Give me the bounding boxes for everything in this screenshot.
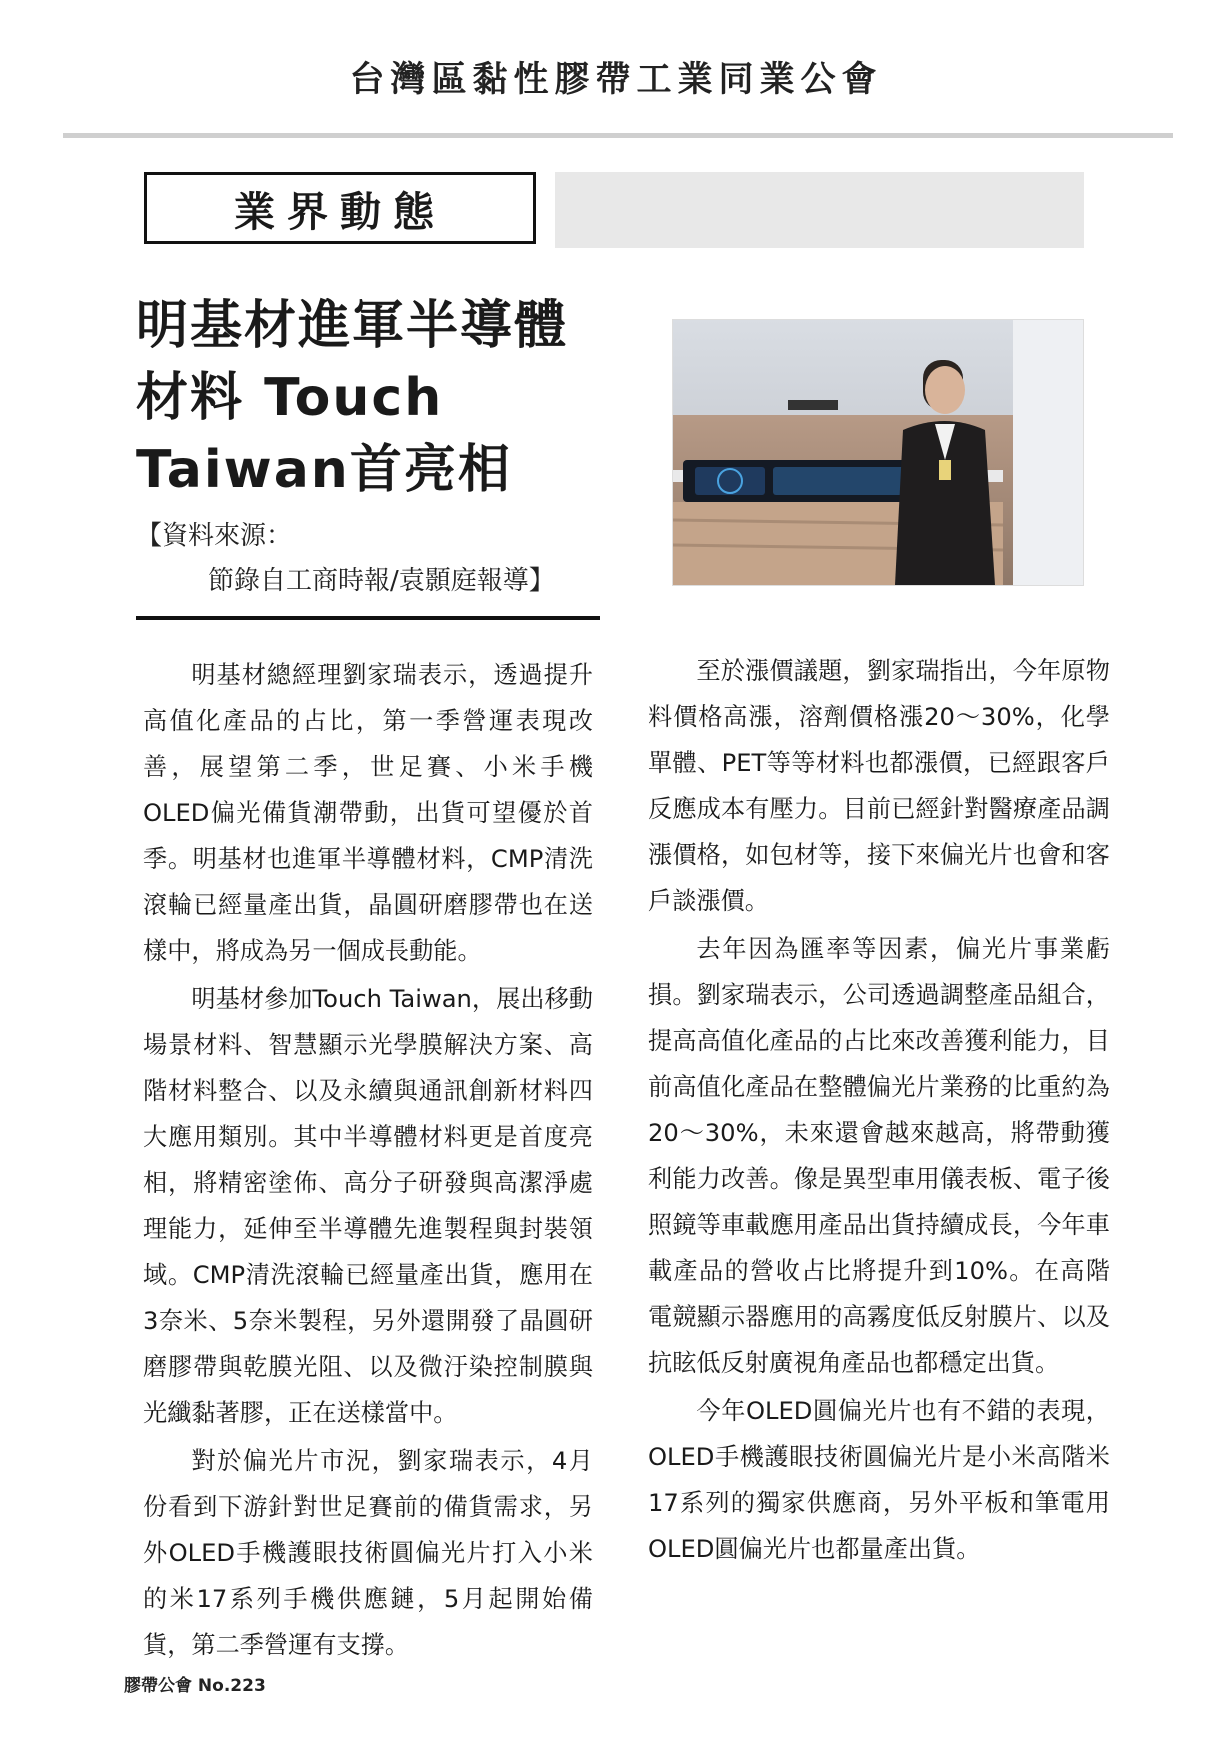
headline-line: 明基材進軍半導體 <box>136 296 569 356</box>
header-divider <box>63 133 1173 138</box>
article-paragraph: 今年OLED圓偏光片也有不錯的表現，OLED手機護眼技術圓偏光片是小米高階米17系列的獨家供應商，另外平板和筆電用OLED圓偏光片也都量產出貨。 <box>648 1397 1110 1563</box>
article-paragraph: 明基材總經理劉家瑞表示，透過提升高值化產品的占比，第一季營運表現改善，展望第二季，世足賽、小米手機OLED偏光備貨潮帶動，出貨可望優於首季。明基材也進軍半導體材料，CMP清洗滾輪已經量產出貨，晶圓研磨膠帶也在送樣中，將成為另一個成長動能。 <box>143 661 593 965</box>
article-column-right <box>648 648 1110 1574</box>
association-title: 台灣區黏性膠帶工業同業公會 <box>349 60 883 100</box>
source-divider <box>136 616 600 620</box>
article-paragraph: 至於漲價議題，劉家瑞指出，今年原物料價格高漲，溶劑價格漲20～30%，化學單體、PET等等材料也都漲價，已經跟客戶反應成本有壓力。目前已經針對醫療產品調漲價格，如包材等，接下來偏光片也會和客戶談漲價。 <box>648 657 1110 915</box>
article-headline <box>136 290 606 506</box>
section-banner-band <box>555 172 1084 248</box>
article-column-left <box>143 652 593 1670</box>
headline-line: Taiwan首亮相 <box>136 440 512 500</box>
article-paragraph: 對於偏光片市況，劉家瑞表示，4月份看到下游針對世足賽前的備貨需求，另外OLED手機護眼技術圓偏光片打入小米的米17系列手機供應鏈，5月起開始備貨，第二季營運有支撐。 <box>143 1447 593 1659</box>
page-footer: 膠帶公會 No.223 <box>124 1676 266 1696</box>
source-credit-line1: 【資料來源： <box>136 521 293 551</box>
article-paragraph: 明基材參加Touch Taiwan，展出移動場景材料、智慧顯示光學膜解決方案、高階材料整合、以及永續與通訊創新材料四大應用類別。其中半導體材料更是首度亮相，將精密塗佈、高分子研發與高潔淨處理能力，延伸至半導體先進製程與封裝領域。CMP清洗滾輪已經量產出貨，應用在3奈米、5奈米製程，另外還開發了晶圓研磨膠帶與乾膜光阻、以及微汙染控制膜與光纖黏著膠，正在送樣當中。 <box>143 985 593 1427</box>
source-credit-line2: 節錄自工商時報/袁顥庭報導】 <box>208 566 555 596</box>
article-paragraph: 去年因為匯率等因素，偏光片事業虧損。劉家瑞表示，公司透過調整產品組合，提高高值化產品的占比來改善獲利能力，目前高值化產品在整體偏光片業務的比重約為20～30%，未來還會越來越高，將帶動獲利能力改善。像是異型車用儀表板、電子後照鏡等車載應用產品出貨持續成長，今年車載產品的營收占比將提升到10%。在高階電競顯示器應用的高霧度低反射膜片、以及抗眩低反射廣視角產品也都穩定出貨。 <box>648 935 1110 1377</box>
headline-line: 材料 Touch <box>136 368 444 428</box>
section-label: 業界動態 <box>144 172 536 244</box>
article-photo <box>672 319 1084 586</box>
